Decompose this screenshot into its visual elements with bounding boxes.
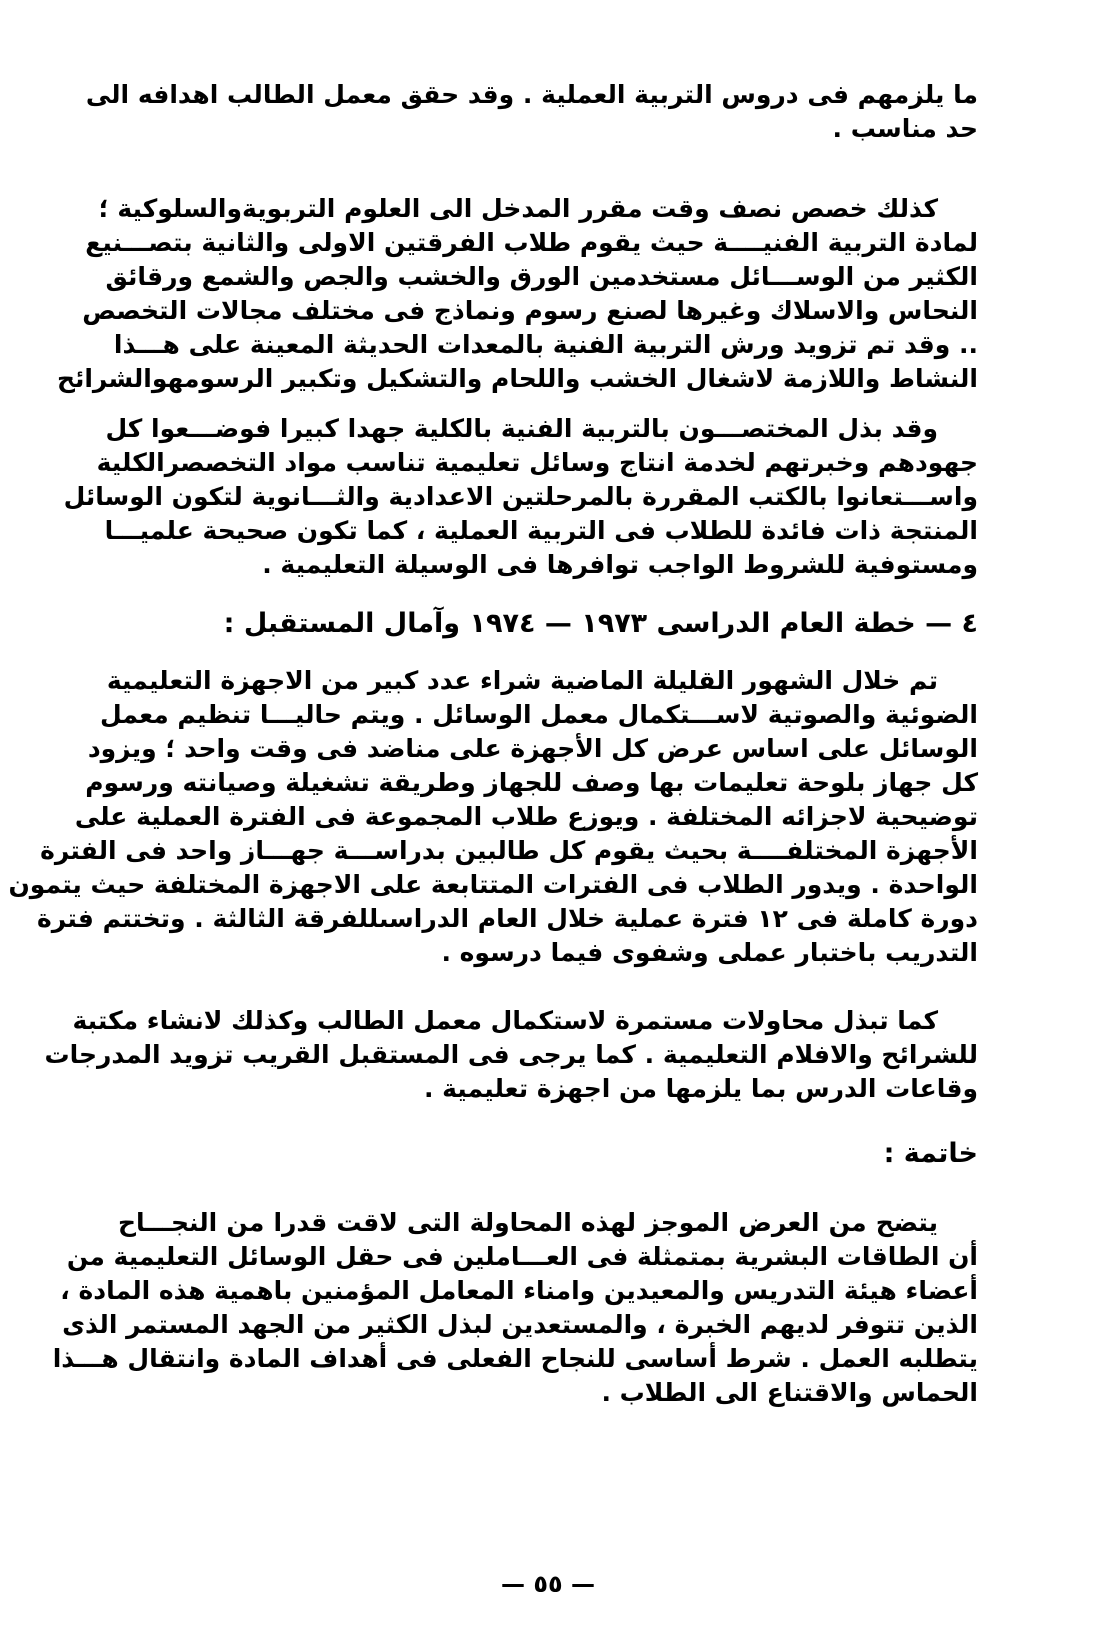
text-line: النشاط واللازمة لاشغال الخشب واللحام والتشكيل وتكبير الرسومهوالشرائح [56,364,978,393]
paragraph-4 [8,664,978,970]
text-line: الأجهزة المختلفــــة بحيث يقوم كل طالبين بدراســـة جهـــاز واحد فى الفترة [40,836,978,865]
text-line: الواحدة . ويدور الطلاب فى الفترات المتتابعة على الاجهزة المختلفة حيث يتمون [8,870,978,899]
paragraph-1 [85,78,978,146]
paragraph-6 [52,1206,978,1410]
paragraph-5 [44,1004,978,1106]
text-line: .. وقد تم تزويد ورش التربية الفنية بالمعدات الحديثة المعينة على هـــذا [113,330,978,359]
text-line: لمادة التربية الفنيــــة حيث يقوم طلاب الفرقتين الاولى والثانية بتصـــنيع [85,228,978,257]
text-line: ما يلزمهم فى دروس التربية العملية . وقد حقق معمل الطالب اهدافه الى [85,80,978,109]
text-line: الكثير من الوســـائل مستخدمين الورق والخشب والجص والشمع ورقائق [105,262,978,291]
text-line: وقد بذل المختصـــون بالتربية الفنية بالكلية جهدا كبيرا فوضـــعوا كل [105,414,938,443]
text-line: الوسائل على اساس عرض كل الأجهزة على مناضد فى وقت واحد ؛ ويزود [87,734,978,763]
text-line: يتضح من العرض الموجز لهذه المحاولة التى لاقت قدرا من النجـــاح [118,1208,938,1237]
text-line: للشرائح والافلام التعليمية . كما يرجى فى المستقبل القريب تزويد المدرجات [44,1040,978,1069]
text-line: أعضاء هيئة التدريس والمعيدين وامناء المعامل المؤمنين باهمية هذه المادة ، [60,1276,978,1305]
conclusion-heading: خاتمة : [883,1138,978,1169]
text-line: واســـتعانوا بالكتب المقررة بالمرحلتين الاعدادية والثـــانوية لتكون الوسائل [63,482,978,511]
text-line: الذين تتوفر لديهم الخبرة ، والمستعدين لبذل الكثير من الجهد المستمر الذى [62,1310,978,1339]
text-line: الضوئية والصوتية لاســـتكمال معمل الوسائل . ويتم حاليـــا تنظيم معمل [100,700,978,729]
text-line: تم خلال الشهور القليلة الماضية شراء عدد كبير من الاجهزة التعليمية [106,666,938,695]
text-line: توضيحية لاجزائه المختلفة . ويوزع طلاب المجموعة فى الفترة العملية على [74,802,978,831]
text-line: ومستوفية للشروط الواجب توافرها فى الوسيلة التعليمية . [262,550,978,579]
text-line: جهودهم وخبرتهم لخدمة انتاج وسائل تعليمية تناسب مواد التخصصرالكلية [96,448,978,477]
section-heading: ٤ — خطة العام الدراسى ١٩٧٣ — ١٩٧٤ وآمال المستقبل : [223,608,978,639]
text-line: التدريب باختبار عملى وشفوى فيما درسوه . [441,938,978,967]
text-line: كذلك خصص نصف وقت مقرر المدخل الى العلوم التربويةوالسلوكية ؛ [98,194,938,223]
text-line: وقاعات الدرس بما يلزمها من اجهزة تعليمية . [423,1074,978,1103]
text-line: يتطلبه العمل . شرط أساسى للنجاح الفعلى فى أهداف المادة وانتقال هـــذا [52,1344,978,1373]
text-line: دورة كاملة فى ١٢ فترة عملية خلال العام الدراسىللفرقة الثالثة . وتختتم فترة [37,904,978,933]
text-line: المنتجة ذات فائدة للطلاب فى التربية العملية ، كما تكون صحيحة علميـــا [104,516,978,545]
text-line: حد مناسب . [832,114,978,143]
text-line: النحاس والاسلاك وغيرها لصنع رسوم ونماذج فى مختلف مجالات التخصص [82,296,978,325]
paragraph-2 [56,192,978,396]
page-number: — ٥٥ — [500,1570,595,1598]
text-line: أن الطاقات البشرية بمتمثلة فى العـــاملين فى حقل الوسائل التعليمية من [66,1242,978,1271]
text-line: الحماس والاقتناع الى الطلاب . [601,1378,978,1407]
paragraph-3 [63,412,978,582]
text-line: كل جهاز بلوحة تعليمات بها وصف للجهاز وطريقة تشغيلة وصيانته ورسوم [85,768,978,797]
text-line: كما تبذل محاولات مستمرة لاستكمال معمل الطالب وكذلك لانشاء مكتبة [72,1006,938,1035]
